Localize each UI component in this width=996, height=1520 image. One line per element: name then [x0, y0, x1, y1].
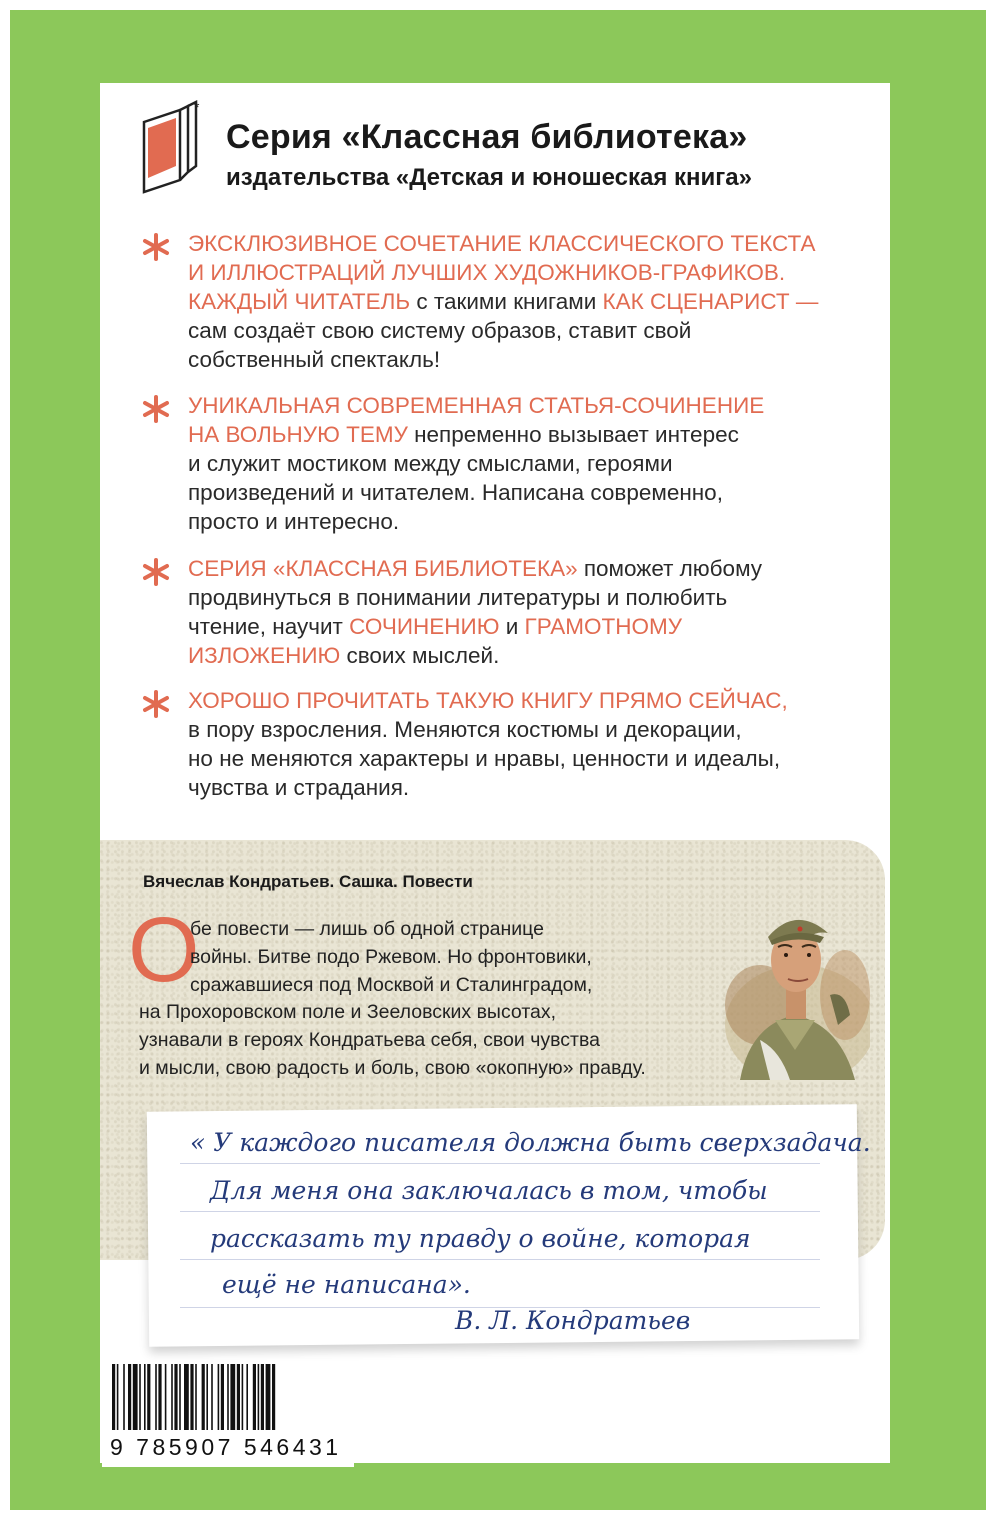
bullet-text: НА ВОЛЬНУЮ ТЕМУ: [188, 422, 408, 447]
barcode-bar: [246, 1364, 248, 1430]
bullet-text: собственный спектакль!: [188, 347, 441, 372]
bullet-text: просто и интересно.: [188, 509, 400, 534]
barcode-bar: [190, 1364, 193, 1430]
bullet-text: и: [499, 614, 525, 639]
bullet-text: ХОРОШО ПРОЧИТАТЬ ТАКУЮ КНИГУ ПРЯМО СЕЙЧАС,: [188, 688, 788, 713]
barcode-bar: [147, 1364, 150, 1430]
book-title: Вячеслав Кондратьев. Сашка. Повести: [143, 872, 473, 891]
ruled-line: [180, 1211, 820, 1212]
feature-bullet: [140, 229, 860, 374]
quote-line: ещё не написана».: [222, 1270, 471, 1299]
asterisk-icon: [140, 556, 172, 588]
bullet-text: И ИЛЛЮСТРАЦИЙ ЛУЧШИХ ХУДОЖНИКОВ-ГРАФИКОВ.: [188, 260, 786, 285]
barcode-bar: [242, 1364, 244, 1430]
barcode-bar: [266, 1364, 271, 1430]
bullet-text: СОЧИНЕНИЮ: [349, 614, 500, 639]
barcode-bar: [202, 1364, 205, 1430]
barcode-bar: [174, 1364, 177, 1430]
annotation-line: на Прохоровском поле и Зееловских высотах,: [139, 1001, 557, 1023]
barcode-bar: [179, 1364, 181, 1430]
barcode-bar: [133, 1364, 138, 1430]
series-subtitle: издательства «Детская и юношеская книга»: [226, 164, 752, 191]
barcode-bar: [221, 1364, 224, 1430]
annotation-line: и мысли, свою радость и боль, свою «окопную» правду.: [139, 1057, 646, 1079]
quote-line: Для меня она заключалась в том, чтобы: [210, 1176, 768, 1205]
quote-author: В. Л. Кондратьев: [455, 1306, 691, 1335]
barcode-bar: [144, 1364, 146, 1430]
bullet-text: произведений и читателем. Написана современно,: [188, 480, 723, 505]
bullet-text: чтение, научит: [188, 614, 350, 639]
bullet-text: продвинуться в понимании литературы и полюбить: [188, 585, 728, 610]
barcode-bar: [218, 1364, 220, 1430]
bullet-text: КАЖДЫЙ ЧИТАТЕЛЬ: [188, 289, 411, 314]
barcode-bar: [139, 1364, 141, 1430]
asterisk-icon: [140, 231, 172, 263]
barcode-bar: [123, 1364, 125, 1430]
series-title: Серия «Классная библиотека»: [226, 118, 748, 156]
barcode-bar: [258, 1364, 260, 1430]
barcode-bar: [211, 1364, 213, 1430]
bullet-text: но не меняются характеры и нравы, ценности и идеалы,: [188, 746, 781, 771]
barcode-bar: [195, 1364, 197, 1430]
annotation-line: войны. Битве подо Ржевом. Но фронтовики,: [190, 946, 592, 968]
feature-bullet: [140, 554, 860, 670]
quote-line: рассказать ту правду о войне, которая: [210, 1224, 751, 1253]
asterisk-icon: [140, 688, 172, 720]
barcode-bar: [117, 1364, 119, 1430]
bullet-text: КАК СЦЕНАРИСТ —: [602, 289, 819, 314]
barcode-bar: [237, 1364, 240, 1430]
feature-bullet: [140, 391, 860, 536]
bullet-text: чувства и страдания.: [188, 775, 410, 800]
bullet-text: УНИКАЛЬНАЯ СОВРЕМЕННАЯ СТАТЬЯ-СОЧИНЕНИЕ: [188, 393, 765, 418]
barcode-bar: [206, 1364, 208, 1430]
barcode-bar: [227, 1364, 229, 1430]
bullet-text: с такими книгами: [410, 289, 603, 314]
barcode-bars: [102, 1362, 354, 1432]
svg-text:*: *: [194, 100, 200, 115]
ruled-line: [180, 1163, 820, 1164]
isbn-number: 9 785907 546431: [110, 1434, 342, 1460]
bullet-text: сам создаёт свою систему образов, ставит свой: [188, 318, 692, 343]
barcode-bar: [253, 1364, 256, 1430]
barcode-bar: [171, 1364, 173, 1430]
barcode-bar: [272, 1364, 275, 1430]
annotation-line: узнавали в героях Кондратьева себя, свои чувства: [139, 1029, 600, 1051]
asterisk-icon: [140, 393, 172, 425]
bullet-text: в пору взросления. Меняются костюмы и декорации,: [188, 717, 742, 742]
quote-line: « У каждого писателя должна быть сверхзадача.: [190, 1128, 871, 1157]
annotation-line: бе повести — лишь об одной странице: [190, 918, 544, 940]
barcode-bar: [155, 1364, 157, 1430]
soldier-portrait-image: [720, 875, 870, 1080]
bullet-text: и служит мостиком между смыслами, героями: [188, 451, 673, 476]
barcode-bar: [112, 1364, 115, 1430]
feature-bullet: [140, 686, 860, 802]
bullet-text: ГРАМОТНОМУ: [524, 614, 682, 639]
drop-cap: О: [128, 899, 200, 1001]
barcode-bar: [165, 1364, 167, 1430]
bullet-text: СЕРИЯ «КЛАССНАЯ БИБЛИОТЕКА»: [188, 556, 578, 581]
ruled-line: [180, 1259, 820, 1260]
bullet-text: своих мыслей.: [340, 643, 500, 668]
book-logo-icon: [142, 100, 202, 196]
barcode-bar: [261, 1364, 264, 1430]
bullet-text: ИЗЛОЖЕНИЮ: [188, 643, 341, 668]
bullet-text: непременно вызывает интерес: [407, 422, 739, 447]
barcode-bar: [158, 1364, 161, 1430]
bullet-text: ЭКСКЛЮЗИВНОЕ СОЧЕТАНИЕ КЛАССИЧЕСКОГО ТЕКСТА: [188, 231, 816, 256]
bullet-text: поможет любому: [577, 556, 763, 581]
barcode-bar: [184, 1364, 189, 1430]
annotation-line: сражавшиеся под Москвой и Сталинградом,: [190, 974, 593, 996]
barcode-bar: [230, 1364, 235, 1430]
barcode-bar: [128, 1364, 131, 1430]
